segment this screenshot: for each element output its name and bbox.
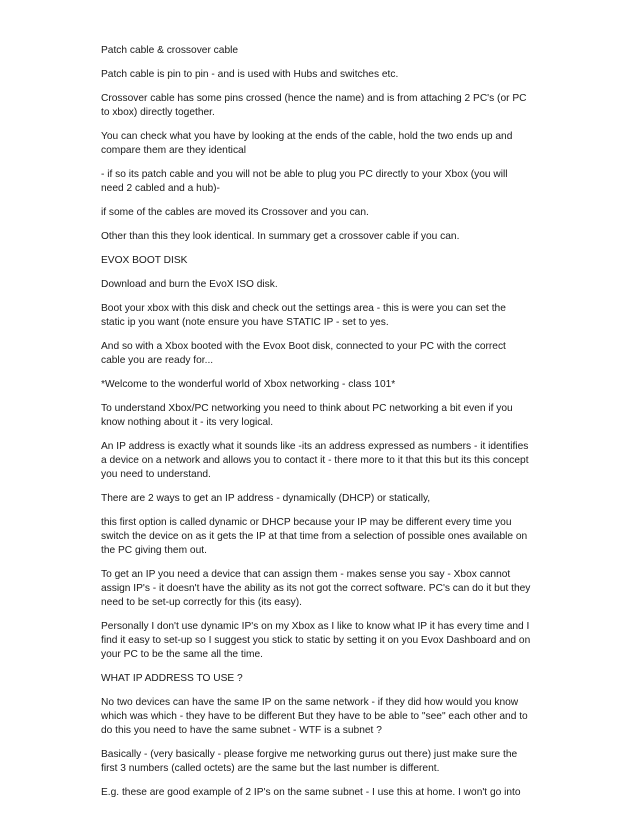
paragraph-understand-networking: To understand Xbox/PC networking you need to think about PC networking a bit even if you know nothing about it - its very logical. xyxy=(101,403,513,428)
paragraph-crossover-cable: Crossover cable has some pins crossed (hence the name) and is from attaching 2 PC's (or PC to xbox) directly together. xyxy=(101,93,527,118)
heading-patch-crossover: Patch cable & crossover cable xyxy=(101,45,239,56)
paragraph-crossover-result: if some of the cables are moved its Crossover and you can. xyxy=(101,207,369,218)
document-page xyxy=(101,44,531,810)
paragraph-same-ip: No two devices can have the same IP on the same network - if they did how would you know which was which - they have to be different But they have to be able to "see" each other and to do this you need to have the same subnet - WTF is a subnet ? xyxy=(101,697,528,736)
paragraph-boot-xbox: Boot your xbox with this disk and check out the settings area - this is were you can set the static ip you want (note ensure you have STATIC IP - set to yes. xyxy=(101,303,506,328)
paragraph-assign-ip: To get an IP you need a device that can assign them - makes sense you say - Xbox cannot assign IP's - it doesn't have the ability as its not got the correct software. PC's can do it but they need to be set-up correctly for this (its easy). xyxy=(101,569,531,608)
heading-evox-boot-disk: EVOX BOOT DISK xyxy=(101,255,188,266)
paragraph-static-ip: Personally I don't use dynamic IP's on my Xbox as I like to know what IP it has every time and I find it easy to set-up so I suggest you stick to static by setting it on you Evox Dashboard and on your PC to be the same all the time. xyxy=(101,621,531,660)
paragraph-patch-cable: Patch cable is pin to pin - and is used with Hubs and switches etc. xyxy=(101,69,399,80)
paragraph-download-iso: Download and burn the EvoX ISO disk. xyxy=(101,279,278,290)
paragraph-check-cable: You can check what you have by looking at the ends of the cable, hold the two ends up and compare them are they identical xyxy=(101,131,513,156)
paragraph-octets: Basically - (very basically - please forgive me networking gurus out there) just make sure the first 3 numbers (called octets) are the same but the last number is different. xyxy=(101,749,518,774)
paragraph-two-ways: There are 2 ways to get an IP address - dynamically (DHCP) or statically, xyxy=(101,493,431,504)
heading-what-ip: WHAT IP ADDRESS TO USE ? xyxy=(101,673,243,684)
paragraph-ip-address: An IP address is exactly what it sounds like -its an address expressed as numbers - it identifies a device on a network and allows you to contact it - there more to it that this but its this concept you need to understand. xyxy=(101,441,529,480)
paragraph-dhcp: this first option is called dynamic or DHCP because your IP may be different every time you switch the device on as it gets the IP at that time from a selection of possible ones available on the PC giving them out. xyxy=(101,517,528,556)
heading-welcome: *Welcome to the wonderful world of Xbox networking - class 101* xyxy=(101,379,396,390)
paragraph-example: E.g. these are good example of 2 IP's on the same subnet - I use this at home. I won't go into xyxy=(101,787,521,798)
paragraph-patch-result: - if so its patch cable and you will not be able to plug you PC directly to your Xbox (you will need 2 cabled and a hub)- xyxy=(101,169,508,194)
paragraph-ready: And so with a Xbox booted with the Evox Boot disk, connected to your PC with the correct cable you are ready for... xyxy=(101,341,506,366)
paragraph-summary: Other than this they look identical. In summary get a crossover cable if you can. xyxy=(101,231,460,242)
